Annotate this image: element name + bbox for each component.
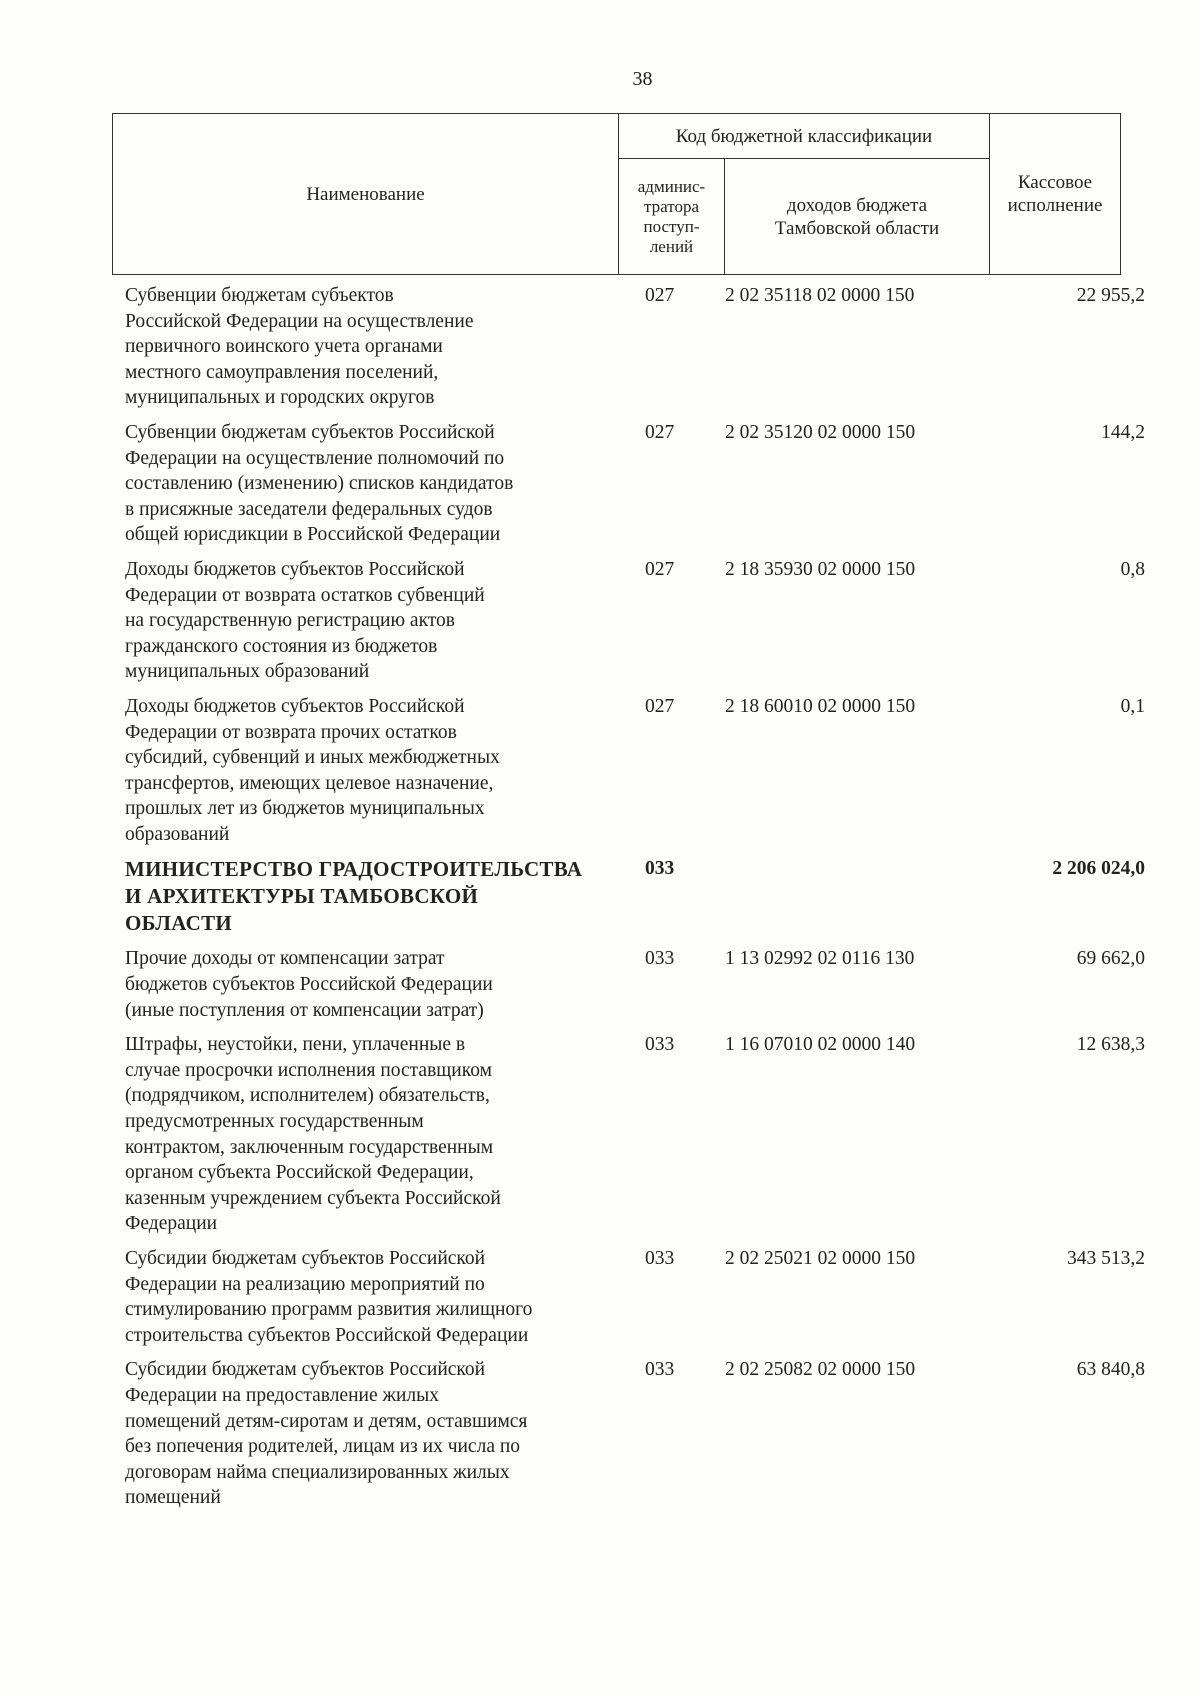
row-amount: 2 206 024,0 [1052,858,1145,880]
row-name-line: ОБЛАСТИ [125,911,233,936]
row-name-line: Федерации от возврата прочих остатков [125,721,457,743]
table-row [125,1032,1145,1237]
row-name-line: помещений [125,1487,221,1509]
row-name-line: Федерации от возврата остатков субвенций [125,584,485,606]
row-name-line: трансфертов, имеющих целевое назначение, [125,772,494,794]
row-name [125,420,615,548]
row-name-line: Доходы бюджетов субъектов Российской [125,558,465,580]
row-admin-code: 033 [645,858,675,880]
row-income-code: 2 02 25021 02 0000 150 [725,1248,916,1269]
row-name-line: Штрафы, неустойки, пени, уплаченные в [125,1034,466,1056]
table-row [125,694,1145,848]
row-name-line: в присяжные заседатели федеральных судов [125,498,493,520]
table-row [125,283,1145,411]
table-row [125,1246,1145,1348]
row-name-line: МИНИСТЕРСТВО ГРАДОСТРОИТЕЛЬСТВА [125,857,583,882]
row-name-line: Субсидии бюджетам субъектов Российской [125,1359,486,1381]
row-name-line: Федерации на предоставление жилых [125,1384,439,1406]
header-admin-line: админис- [637,176,706,196]
row-name-line: Субвенции бюджетам субъектов Российской [125,421,495,443]
row-amount: 22 955,2 [1076,285,1145,306]
table-row [125,1357,1145,1511]
row-name-line: органом субъекта Российской Федерации, [125,1162,474,1184]
row-name-line: субсидий, субвенций и иных межбюджетных [125,747,500,769]
row-income-code: 1 16 07010 02 0000 140 [725,1034,916,1056]
row-income-code: 2 18 35930 02 0000 150 [725,558,916,580]
row-amount: 0,1 [1120,695,1145,717]
row-name-line: бюджетов субъектов Российской Федерации [125,974,493,996]
row-admin-code: 027 [645,421,675,443]
row-admin-code: 027 [645,695,675,717]
row-name-line: договорам найма специализированных жилых [125,1461,510,1483]
row-name [125,694,615,848]
row-name [125,856,615,937]
row-name-line: Доходы бюджетов субъектов Российской [125,695,465,717]
row-admin-code: 033 [645,1034,675,1056]
row-name-line: предусмотренных государственным [125,1111,424,1133]
header-income-line: доходов бюджета [786,194,928,216]
row-name-line: Федерации на реализацию мероприятий по [125,1273,485,1295]
row-name-line: стимулированию программ развития жилищного [125,1299,533,1321]
table-row [125,856,1145,937]
row-income-code: 2 02 35118 02 0000 150 [725,285,915,306]
row-name [125,1246,615,1348]
row-admin-code: 033 [645,948,675,970]
row-name [125,557,615,685]
row-name-line: случае просрочки исполнения поставщиком [125,1059,492,1081]
row-name [125,946,615,1023]
row-name-line: Субсидии бюджетам субъектов Российской [125,1248,486,1269]
header-admin-line: поступ- [643,216,700,236]
row-name-line: Федерации на осуществление полномочий по [125,447,505,469]
row-name-line: муниципальных образований [125,661,370,683]
row-name [125,1032,615,1237]
row-income-code: 1 13 02992 02 0116 130 [725,948,915,970]
row-name [125,1357,615,1511]
row-name-line: без попечения родителей, лицам из их числа по [125,1436,521,1458]
table-row [125,946,1145,1023]
row-name [125,283,615,411]
row-admin-code: 027 [645,285,675,306]
header-cash-execution [990,114,1121,275]
table-body [125,283,1145,1520]
header-cash-line: исполнение [1007,195,1103,216]
row-admin-code: 033 [645,1359,675,1381]
row-name-line: на государственную регистрацию актов [125,610,456,632]
row-name-line: помещений детям-сиротам и детям, оставшимся [125,1410,528,1432]
row-income-code: 2 02 25082 02 0000 150 [725,1359,916,1381]
row-name-line: составлению (изменению) списков кандидатов [125,473,514,495]
row-name-line: Федерации [125,1213,218,1235]
header-admin-line: лений [649,236,694,256]
row-name-line: общей юрисдикции в Российской Федерации [125,524,501,546]
row-name-line: контрактом, заключенным государственным [125,1136,494,1158]
header-budget-code-group: Код бюджетной классификации [619,114,990,159]
row-admin-code: 033 [645,1248,675,1269]
table-row [125,420,1145,548]
table-row [125,557,1145,685]
row-name-line: казенным учреждением субъекта Российской [125,1187,501,1209]
row-amount: 69 662,0 [1076,948,1145,970]
row-name-line: первичного воинского учета органами [125,336,443,358]
row-name-line: прошлых лет из бюджетов муниципальных [125,798,485,820]
row-name-line: (иные поступления от компенсации затрат) [125,999,484,1021]
row-amount: 144,2 [1101,421,1145,443]
row-amount: 343 513,2 [1067,1248,1145,1269]
row-name-line: гражданского состояния из бюджетов [125,635,438,657]
row-amount: 12 638,3 [1076,1034,1145,1056]
row-name-line: образований [125,823,230,845]
row-name-line: (подрядчиком, исполнителем) обязательств, [125,1085,490,1107]
header-admin-line: тратора [644,196,699,216]
row-income-code: 2 18 60010 02 0000 150 [725,695,916,717]
row-amount: 0,8 [1120,558,1145,580]
row-name-line: муниципальных и городских округов [125,387,435,409]
row-name-line: И АРХИТЕКТУРЫ ТАМБОВСКОЙ [125,884,479,909]
header-income-code [725,159,990,275]
page-number: 38 [632,68,653,90]
row-name-line: Прочие доходы от компенсации затрат [125,948,445,970]
header-name: Наименование [113,114,619,275]
header-administrator [619,159,725,275]
header-income-line: Тамбовской области [774,217,940,239]
header-cash-line: Кассовое [1017,172,1093,193]
row-admin-code: 027 [645,558,675,580]
row-income-code: 2 02 35120 02 0000 150 [725,421,916,443]
row-name-line: строительства субъектов Российской Федерации [125,1324,529,1346]
row-name-line: Субвенции бюджетам субъектов [125,285,394,306]
row-name-line: Российской Федерации на осуществление [125,310,474,332]
row-name-line: местного самоуправления поселений, [125,361,439,383]
row-amount: 63 840,8 [1076,1359,1145,1381]
table-header [112,113,1121,275]
